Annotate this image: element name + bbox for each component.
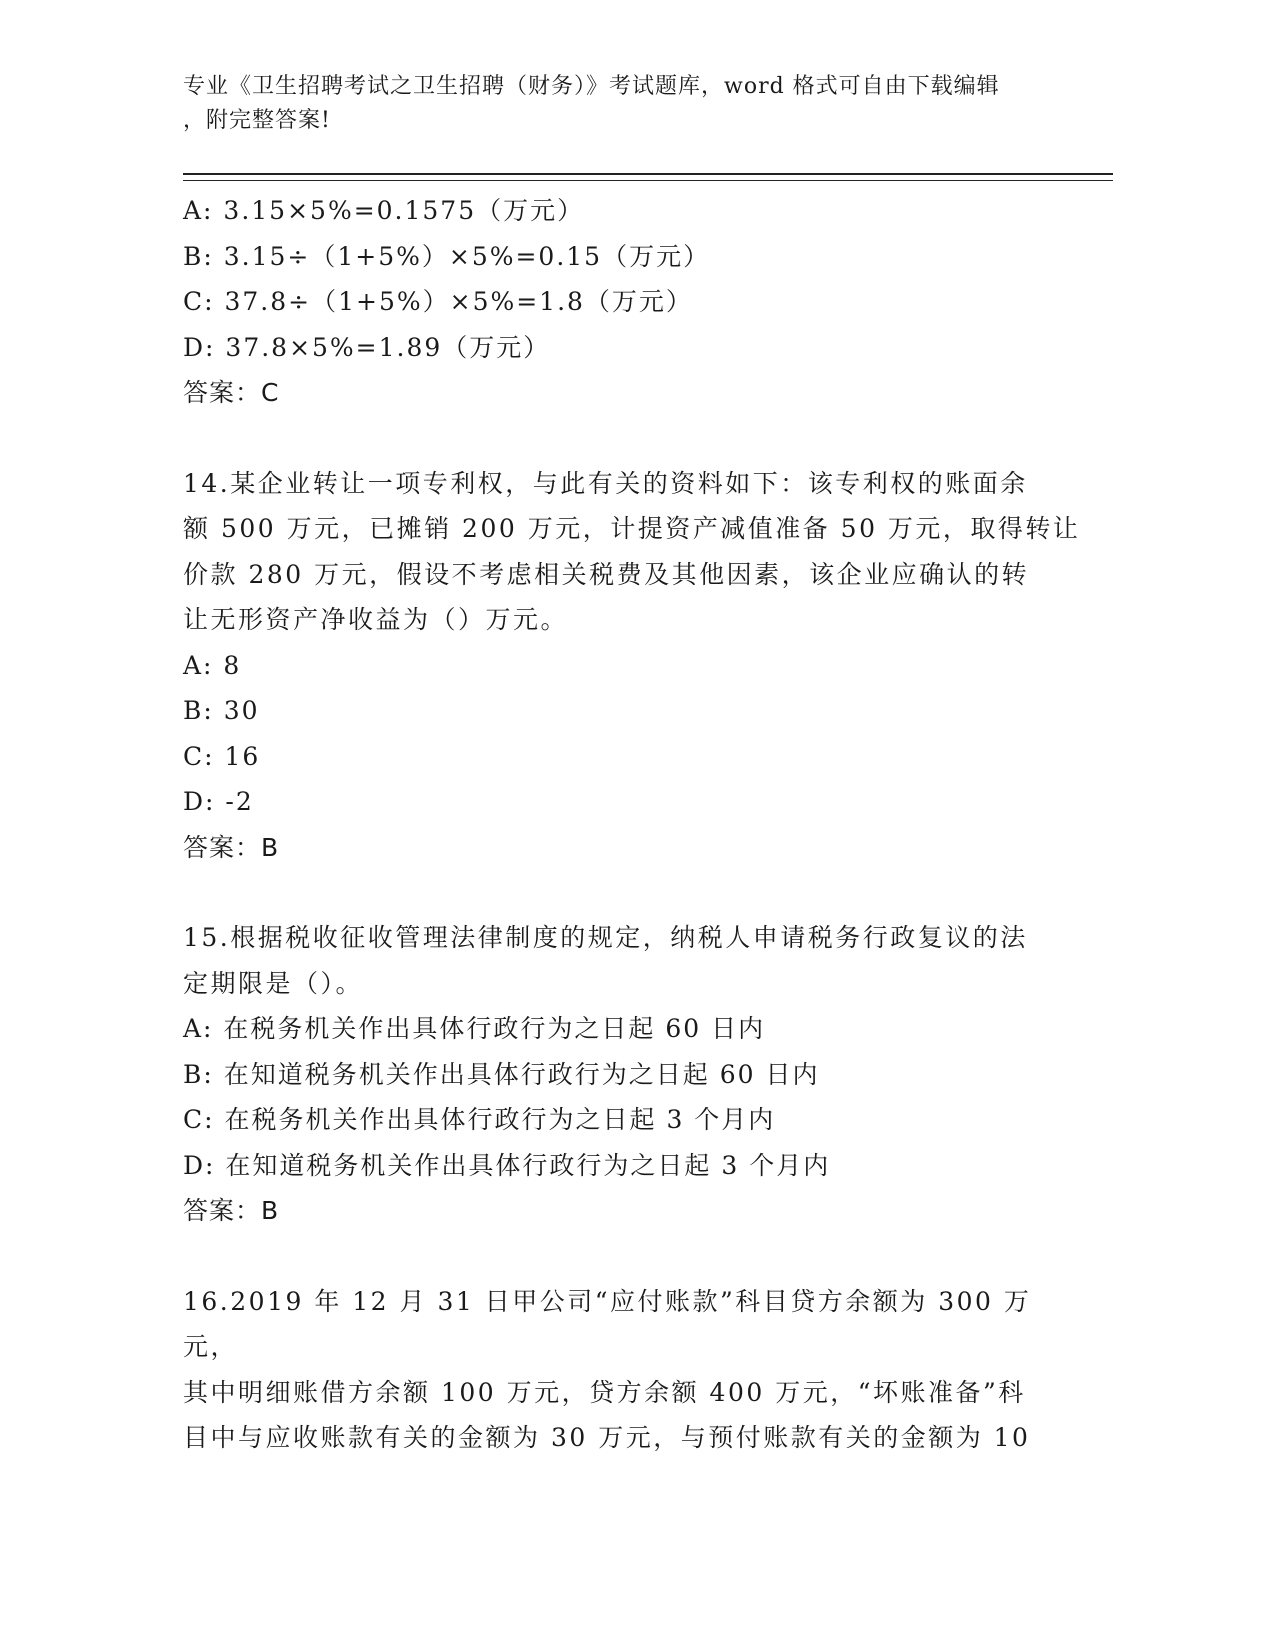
spacer: [183, 870, 1083, 915]
question-14-line-2: 额 500 万元，已摊销 200 万元，计提资产减值准备 50 万元，取得转让: [183, 514, 1081, 543]
option-c: C: 在税务机关作出具体行政行为之日起 3 个月内: [183, 1105, 776, 1134]
header-rule-thin: [183, 180, 1113, 181]
question-14-line-1: 14.某企业转让一项专利权，与此有关的资料如下：该专利权的账面余: [183, 468, 1028, 498]
option-a: A: 3.15×5%=0.1575（万元）: [183, 196, 585, 225]
question-14-answer: 答案：B: [183, 832, 280, 862]
option-b: B: 30: [183, 696, 260, 725]
header-rule-thick: [183, 173, 1113, 175]
document-content: [183, 188, 1083, 1461]
option-d: D: -2: [183, 787, 254, 816]
header-line-2: ，附完整答案!: [183, 108, 331, 133]
question-16-line-2: 其中明细账借方余额 100 万元，贷方余额 400 万元，“坏账准备”科: [183, 1377, 1026, 1407]
option-b: B: 在知道税务机关作出具体行政行为之日起 60 日内: [183, 1059, 820, 1089]
question-13-options: [183, 188, 1083, 370]
question-15-line-2: 定期限是（）。: [183, 968, 364, 998]
question-16-line-3: 目中与应收账款有关的金额为 30 万元，与预付账款有关的金额为 10: [183, 1423, 1031, 1452]
question-15-line-1: 15.根据税收征收管理法律制度的规定，纳税人申请税务行政复议的法: [183, 923, 1028, 952]
question-14-line-4: 让无形资产净收益为（）万元。: [183, 605, 569, 634]
option-d: D: 在知道税务机关作出具体行政行为之日起 3 个月内: [183, 1150, 831, 1180]
option-d: D: 37.8×5%=1.89（万元）: [183, 332, 551, 362]
question-15-answer: 答案：B: [183, 1196, 280, 1225]
question-13-answer: 答案：C: [183, 378, 280, 407]
option-a: A: 8: [183, 650, 242, 680]
question-16: [183, 1279, 1083, 1461]
header-line-1: 专业《卫生招聘考试之卫生招聘（财务）》考试题库，word 格式可自由下载编辑: [183, 74, 1000, 99]
option-a: A: 在税务机关作出具体行政行为之日起 60 日内: [183, 1014, 766, 1043]
document-header: [183, 70, 1063, 138]
option-c: C: 16: [183, 741, 261, 771]
option-b: B: 3.15÷（1+5%）×5%=0.15（万元）: [183, 241, 711, 271]
spacer: [183, 416, 1083, 461]
option-c: C: 37.8÷（1+5%）×5%=1.8（万元）: [183, 287, 693, 316]
question-14: [183, 461, 1083, 871]
question-15: [183, 915, 1083, 1234]
question-14-line-3: 价款 280 万元，假设不考虑相关税费及其他因素，该企业应确认的转: [183, 559, 1030, 589]
spacer: [183, 1234, 1083, 1279]
question-16-line-1: 16.2019 年 12 月 31 日甲公司“应付账款”科目贷方余额为 300 万元，: [183, 1286, 1032, 1361]
